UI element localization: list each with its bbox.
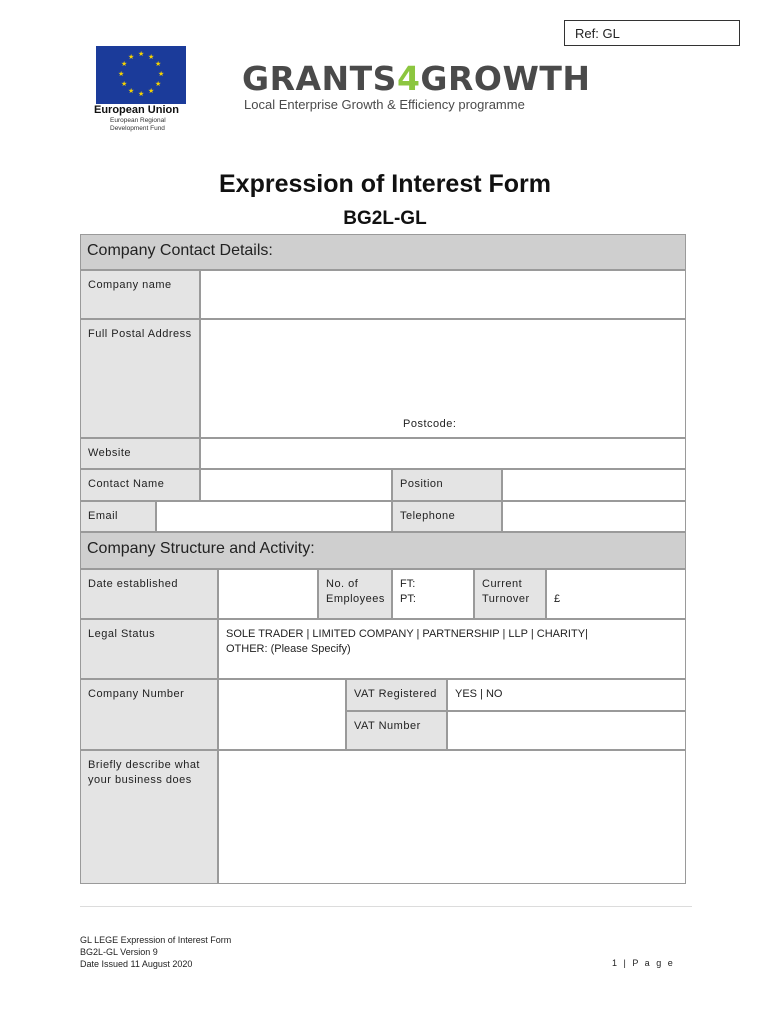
- employees-label: No. of Employees: [318, 569, 392, 619]
- position-label: Position: [392, 469, 502, 501]
- telephone-field[interactable]: [502, 501, 686, 532]
- pt-label: PT:: [400, 593, 416, 605]
- company-number-field[interactable]: [218, 679, 346, 750]
- legal-status-options: SOLE TRADER | LIMITED COMPANY | PARTNERSHIP | LLP | CHARITY| OTHER: (Please Specify): [226, 628, 588, 655]
- email-field[interactable]: [156, 501, 392, 532]
- footer-date: Date Issued 11 August 2020: [80, 959, 193, 969]
- page-number: 1 | P a g e: [612, 958, 675, 968]
- company-number-label: Company Number: [80, 679, 218, 750]
- vat-number-label: VAT Number: [346, 711, 447, 750]
- form-title: Expression of Interest Form: [218, 170, 552, 198]
- section-contact-header: Company Contact Details:: [80, 234, 686, 270]
- website-field[interactable]: [200, 438, 686, 469]
- postal-address-field[interactable]: [200, 319, 686, 438]
- telephone-label: Telephone: [392, 501, 502, 532]
- footer-version: BG2L-GL Version 9: [80, 947, 158, 957]
- contact-name-field[interactable]: [200, 469, 392, 501]
- footer-divider: [80, 906, 692, 907]
- eu-flag-icon: ★ ★ ★ ★ ★ ★ ★ ★ ★ ★ ★ ★: [96, 46, 186, 104]
- position-field[interactable]: [502, 469, 686, 501]
- business-description-label: Briefly describe what your business does: [80, 750, 218, 884]
- grants4growth-logo: GRANTS4GROWTH: [242, 59, 591, 98]
- eu-logo: [94, 44, 190, 136]
- company-name-label: Company name: [80, 270, 200, 319]
- currency-symbol: £: [554, 593, 561, 605]
- contact-name-label: Contact Name: [80, 469, 200, 501]
- ft-label: FT:: [400, 578, 416, 590]
- postcode-label: Postcode:: [403, 418, 457, 430]
- vat-number-field[interactable]: [447, 711, 686, 750]
- footer-doc-name: GL LEGE Expression of Interest Form: [80, 935, 232, 945]
- legal-status-label: Legal Status: [80, 619, 218, 679]
- form-code: BG2L-GL: [343, 208, 427, 229]
- date-established-label: Date established: [80, 569, 218, 619]
- reference-box: Ref: GL: [564, 20, 740, 46]
- legal-status-field[interactable]: [218, 619, 686, 679]
- date-established-field[interactable]: [218, 569, 318, 619]
- section-structure-header: Company Structure and Activity:: [80, 532, 686, 569]
- turnover-label: Current Turnover: [474, 569, 546, 619]
- website-label: Website: [80, 438, 200, 469]
- company-name-field[interactable]: [200, 270, 686, 319]
- vat-registered-field[interactable]: [447, 679, 686, 711]
- business-description-field[interactable]: [218, 750, 686, 884]
- turnover-field[interactable]: [546, 569, 686, 619]
- postal-address-label: Full Postal Address: [80, 319, 200, 438]
- yes-no-options: YES | NO: [455, 688, 503, 700]
- email-label: Email: [80, 501, 156, 532]
- eu-name: European Union: [94, 104, 179, 116]
- grants4growth-tagline: Local Enterprise Growth & Efficiency programme: [244, 97, 525, 112]
- vat-registered-label: VAT Registered: [346, 679, 447, 711]
- footer: [80, 934, 231, 970]
- eu-fund-name: European Regional Development Fund: [110, 117, 166, 132]
- employees-field[interactable]: [392, 569, 474, 619]
